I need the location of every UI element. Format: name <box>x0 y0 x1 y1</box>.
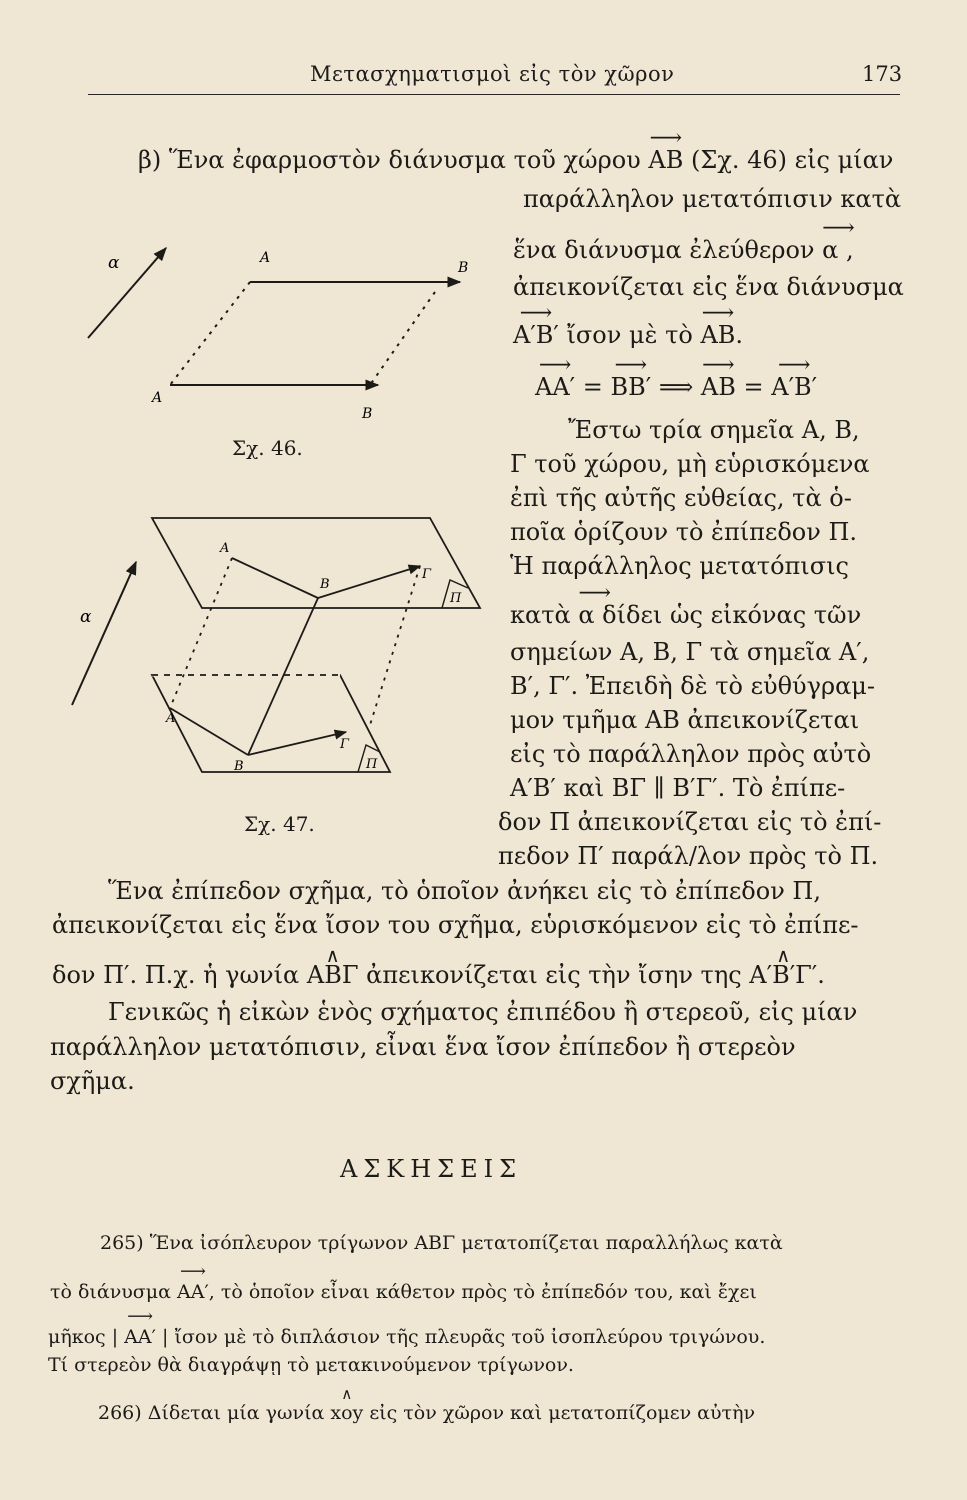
figure-46 <box>80 220 500 450</box>
para1-line-7: σημείων Α, Β, Γ τὰ σημεῖα Α′, <box>510 638 870 666</box>
running-header: Μετασχηματισμοὶ εἰς τὸν χῶρον <box>310 62 675 86</box>
para1-line-5: Ἡ παράλληλος μετατόπισις <box>510 552 849 580</box>
text-span: τὸ διάνυσμα <box>50 1281 177 1303</box>
para3-line-2: παράλληλον μετατόπισιν, εἶναι ἕνα ἴσον ἐπίπεδον ἢ στερεὸν <box>50 1033 796 1061</box>
para3-line-3: σχῆμα. <box>50 1067 135 1095</box>
text-span: δον Π′. Π.χ. ἡ γωνία <box>52 961 307 989</box>
exercise-265-line-2 <box>50 1277 757 1307</box>
text-span: , <box>838 236 854 264</box>
figure-47-caption: Σχ. 47. <box>244 812 315 836</box>
item-b-line-1 <box>138 145 893 175</box>
translation-line-a <box>170 558 232 708</box>
text-span: ἀπεικονίζεται εἰς τὴν ἴσην της <box>358 961 750 989</box>
segment-bg <box>318 566 420 598</box>
angle-a-prime-b-prime-g-prime: ∧ Α′Β′Γ′ <box>749 960 817 990</box>
label-b: B <box>320 577 330 592</box>
plane-pi-prime <box>152 675 390 772</box>
equals-sign: = <box>575 373 611 401</box>
header-rule <box>88 94 900 95</box>
label-alpha: α <box>108 253 120 273</box>
implies-sign: ⟹ <box>651 373 701 401</box>
label-a-prime: A <box>166 711 176 726</box>
free-vector-alpha <box>88 248 166 338</box>
exercise-265-line-3 <box>48 1322 765 1352</box>
vector-alpha: ⟶ α <box>822 235 838 265</box>
text-span: 266) Δίδεται μία γωνία <box>98 1402 331 1424</box>
segment-b-prime-g-prime <box>248 732 346 755</box>
para1-line-12: δον Π ἀπεικονίζεται εἰς τὸ ἐπί- <box>498 808 882 836</box>
text-span: , τὸ ὁποῖον εἶναι κάθετον πρὸς τὸ ἐπίπεδόν του, καὶ ἔχει <box>208 1281 757 1303</box>
para1-line-3: ἐπὶ τῆς αὐτῆς εὐθείας, τὰ ὁ- <box>510 484 852 512</box>
label-pi-prime: Π <box>366 757 378 772</box>
label-alpha: α <box>80 607 92 627</box>
item-b-line-4: ἀπεικονίζεται εἰς ἕνα διάνυσμα <box>513 273 904 301</box>
text-span: κατὰ <box>510 601 579 629</box>
para1-line-13: πεδον Π′ παράλ/λον πρὸς τὸ Π. <box>498 842 879 870</box>
vector-aa-prime: ⟶ AA′ <box>177 1277 209 1307</box>
para2-line-3 <box>52 960 825 990</box>
angle-abg: ∧ ΑΒΓ <box>307 960 359 990</box>
label-b-bottom: B <box>362 406 373 422</box>
angle-xoy: ∧ xoy <box>330 1398 363 1428</box>
translation-line-b <box>370 292 435 385</box>
para1-line-9: μον τμῆμα ΑΒ ἀπεικονίζεται <box>510 706 860 734</box>
free-vector-alpha <box>72 562 136 705</box>
section-title: ΑΣΚΗΣΕΙΣ <box>340 1155 523 1183</box>
para1-line-11: Α′Β′ καὶ ΒΓ ∥ Β′Γ′. Τὸ ἐπίπε- <box>510 774 846 802</box>
vector-ab: ⟶ AB <box>700 320 735 350</box>
text-span: εἰς τὸν χῶρον καὶ μετατοπίζομεν αὐτὴν <box>363 1402 755 1424</box>
text-span: | ἴσον μὲ τὸ διπλάσιον τῆς πλευρᾶς τοῦ ἰσοπλεύρου τριγώνου. <box>155 1326 766 1348</box>
label-a: A <box>220 541 230 556</box>
text-span: ἴσον μὲ τὸ <box>558 321 701 349</box>
item-b-line-2: παράλληλον μετατόπισιν κατὰ <box>523 185 902 213</box>
text-span: δίδει ὡς εἰκόνας τῶν <box>594 601 862 629</box>
para1-line-1: Ἔστω τρία σημεῖα Α, Β, <box>568 416 860 444</box>
para2-line-1: Ἕνα ἐπίπεδον σχῆμα, τὸ ὁποῖον ἀνήκει εἰς τὸ ἐπίπεδον Π, <box>108 877 821 905</box>
vector-aa-prime: ⟶ AA′ <box>124 1322 156 1352</box>
label-a-top: A <box>260 250 271 266</box>
label-b-top: B <box>458 260 469 276</box>
text-span: ἕνα διάνυσμα ἐλεύθερον <box>513 236 823 264</box>
para1-line-10: εἰς τὸ παράλληλον πρὸς αὐτὸ <box>510 740 872 768</box>
exercise-266-line-1 <box>98 1398 755 1428</box>
item-b-line-3 <box>513 235 854 265</box>
equals-sign: = <box>735 373 772 401</box>
vector-bb-prime: ⟶ BB′ <box>611 372 652 402</box>
vector-ab: ⟶ AB <box>648 145 683 175</box>
figure-46-caption: Σχ. 46. <box>232 436 303 460</box>
text-span: μῆκος | <box>48 1326 125 1348</box>
vector-ab: ⟶ AB <box>701 372 736 402</box>
text-span: (Σχ. 46) εἰς μίαν <box>683 146 894 174</box>
vector-alpha: ⟶ α <box>578 600 594 630</box>
translation-line-a <box>170 282 250 385</box>
text-span: β) Ἕνα ἐφαρμοστὸν διάνυσμα τοῦ χώρου <box>138 146 649 174</box>
vector-a-prime-b-prime: ⟶ A′B′ <box>771 372 817 402</box>
page-number: 173 <box>862 62 903 86</box>
item-b-line-5 <box>513 320 743 350</box>
vector-aa-prime: ⟶ AA′ <box>535 372 575 402</box>
label-a-bottom: A <box>152 390 163 406</box>
para1-line-2: Γ τοῦ χώρου, μὴ εὑρισκόμενα <box>510 450 870 478</box>
para1-line-6 <box>510 600 861 630</box>
text-span: . <box>817 961 825 989</box>
plane-pi <box>152 518 480 608</box>
exercise-265-line-1: 265) Ἕνα ἰσόπλευρον τρίγωνον ΑΒΓ μετατοπίζεται παραλλήλως κατὰ <box>100 1232 783 1254</box>
label-g-prime: Γ <box>340 737 350 752</box>
label-pi: Π <box>450 591 462 606</box>
text-span: . <box>735 321 744 349</box>
vector-equation <box>535 372 817 402</box>
vector-a-prime-b-prime: ⟶ A′B′ <box>513 320 559 350</box>
label-b-prime: B <box>234 759 244 774</box>
para1-line-8: Β′, Γ′. Ἐπειδὴ δὲ τὸ εὐθύγραμ- <box>510 672 875 700</box>
para2-line-2: ἀπεικονίζεται εἰς ἕνα ἴσον του σχῆμα, εὑρισκόμενον εἰς τὸ ἐπίπε- <box>52 911 859 939</box>
para3-line-1: Γενικῶς ἡ εἰκὼν ἑνὸς σχήματος ἐπιπέδου ἢ στερεοῦ, εἰς μίαν <box>108 998 858 1026</box>
figure-47 <box>70 510 500 810</box>
label-g: Γ <box>422 567 432 582</box>
segment-ab <box>232 558 318 598</box>
exercise-265-line-4: Τί στερεὸν θὰ διαγράψῃ τὸ μετακινούμενον τρίγωνον. <box>48 1354 574 1376</box>
translation-line-g <box>370 566 420 725</box>
para1-line-4: ποῖα ὁρίζουν τὸ ἐπίπεδον Π. <box>510 518 858 546</box>
